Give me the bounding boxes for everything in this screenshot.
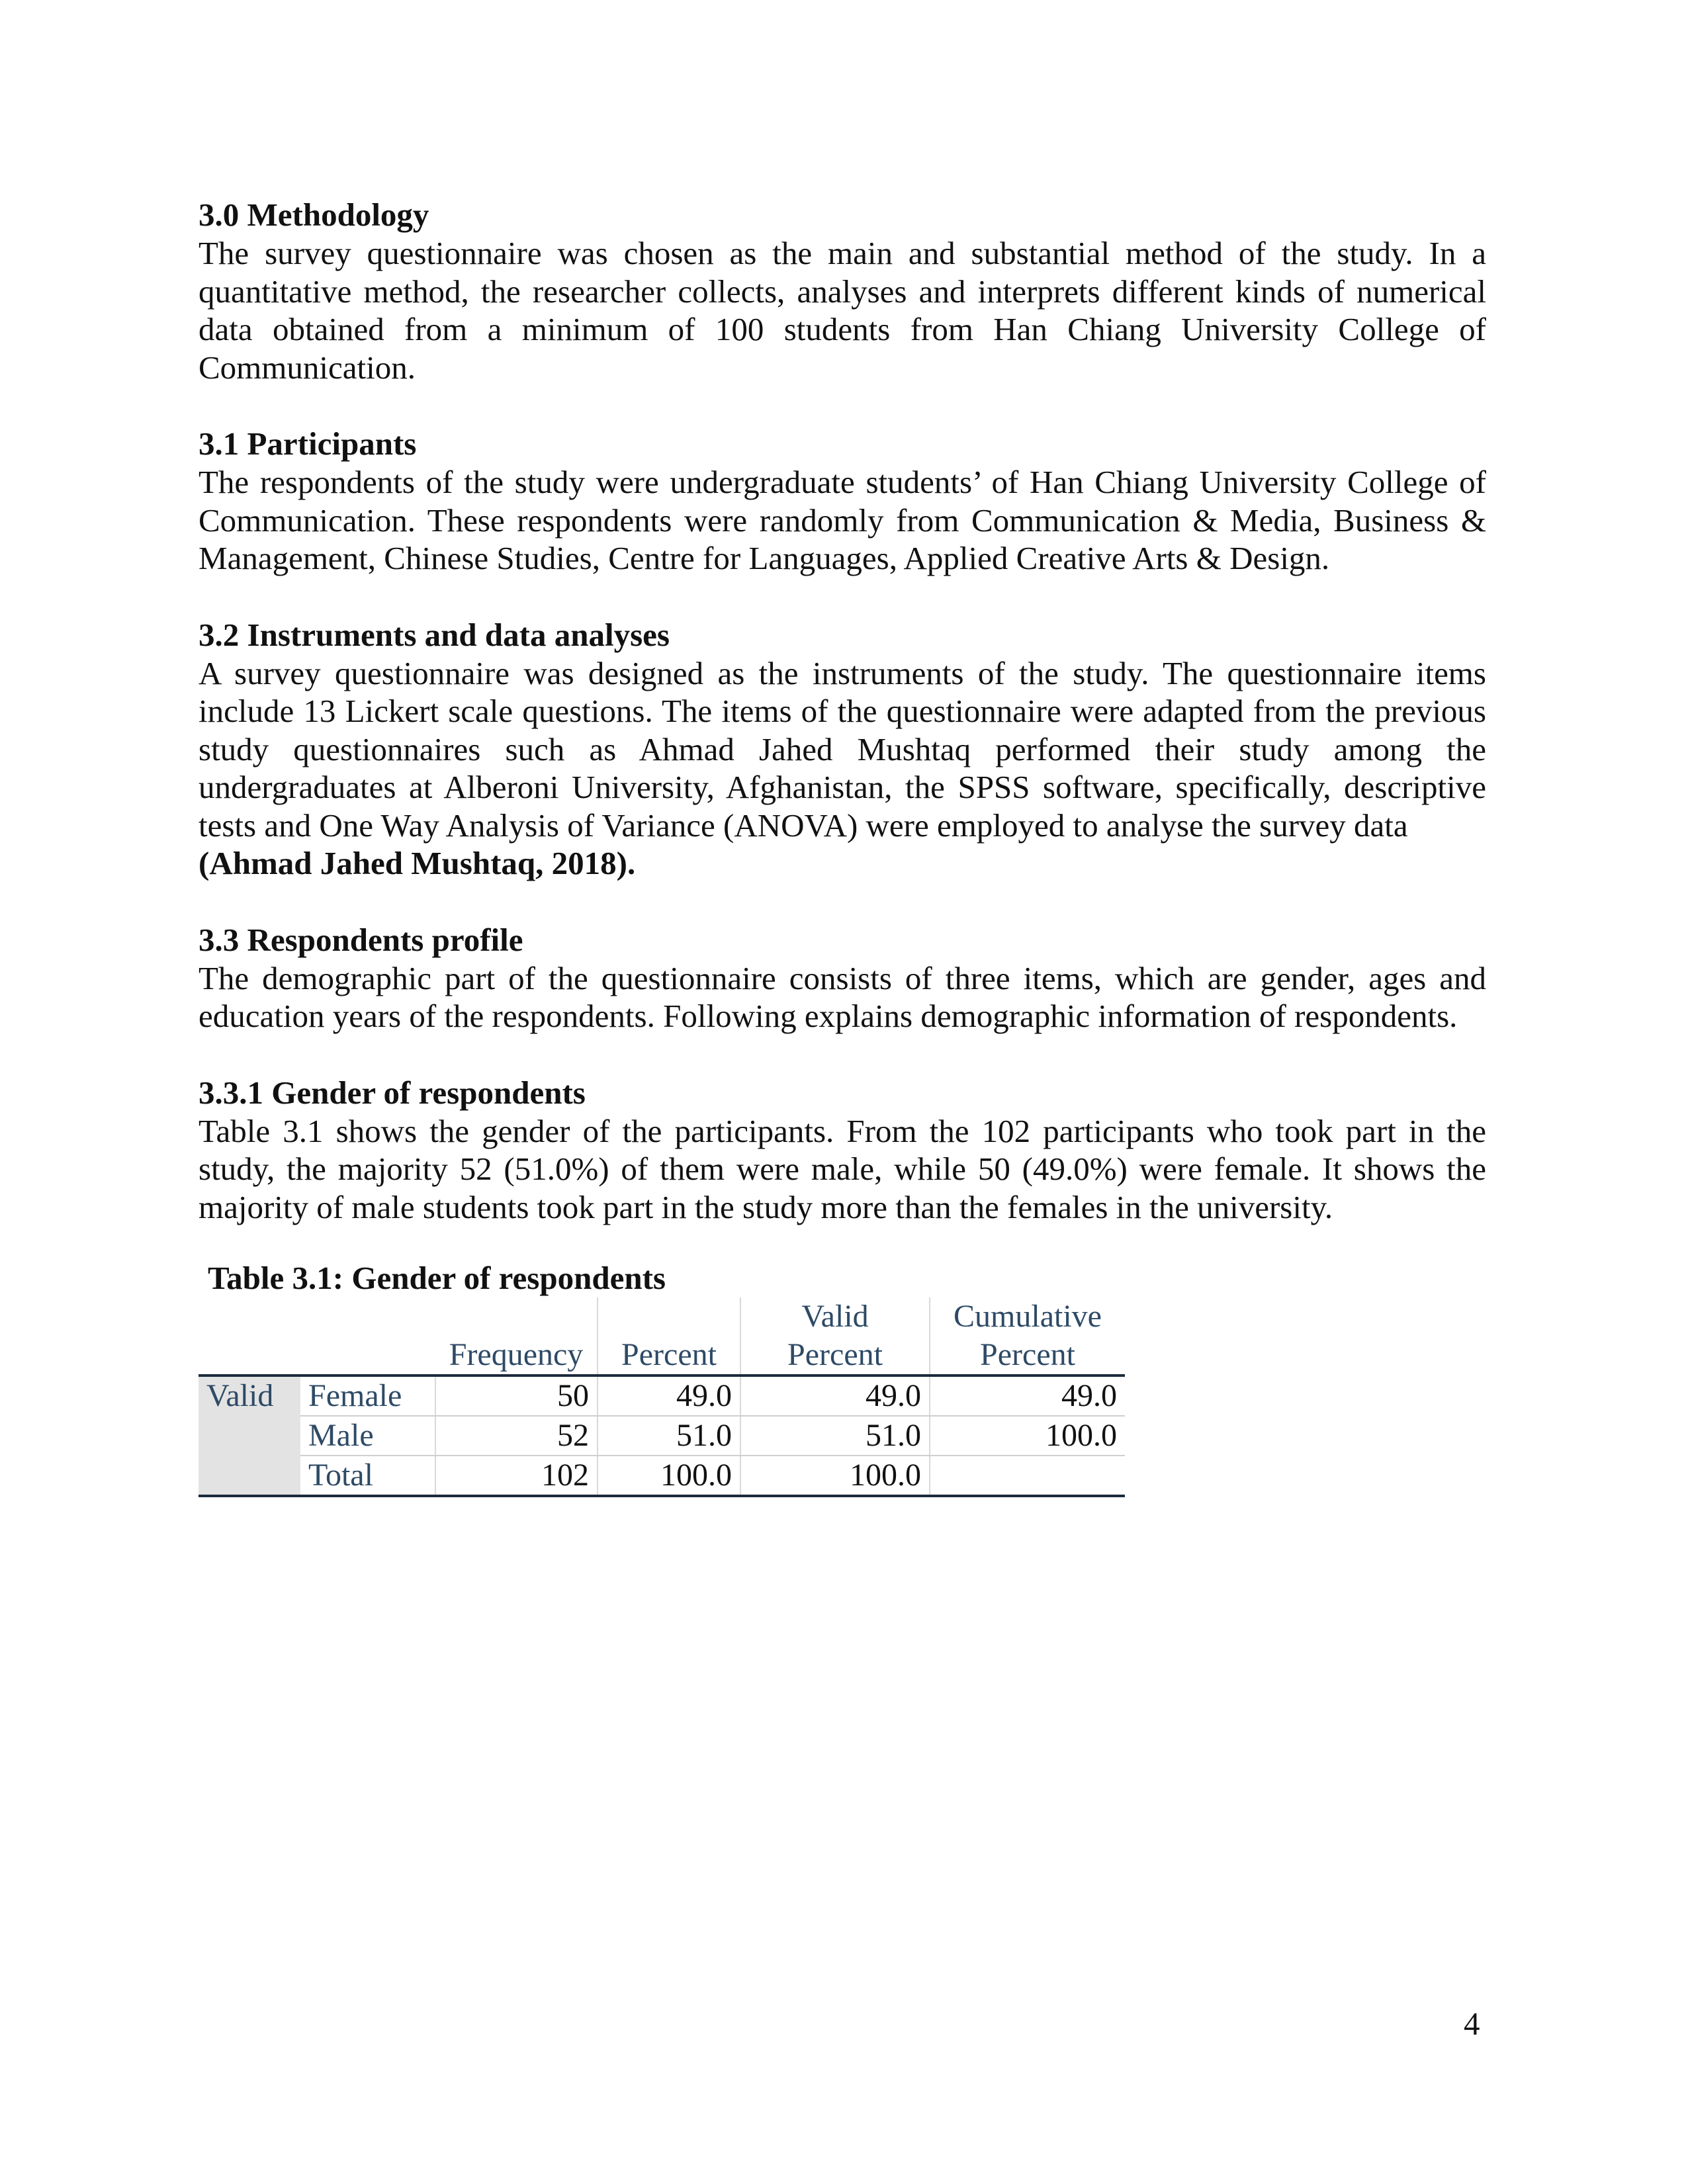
header-blank	[300, 1297, 435, 1376]
group-label: Valid	[199, 1376, 300, 1496]
cell-valid-percent: 51.0	[740, 1416, 930, 1456]
cell-frequency: 102	[435, 1456, 598, 1496]
cell-percent: 51.0	[598, 1416, 740, 1456]
section-gender	[199, 1074, 1486, 1227]
header-text: Cumulative	[954, 1299, 1102, 1334]
header-cumulative-percent	[930, 1297, 1125, 1376]
cell-frequency: 52	[435, 1416, 598, 1456]
table-row	[199, 1416, 1125, 1456]
section-paragraph: Table 3.1 shows the gender of the participants. From the 102 participants who took part in the study, the majority 52 (51.0%) of them were male, while 50 (49.0%) were female. It shows the majority of male students took part in the study more than the females in the university.	[199, 1112, 1486, 1225]
section-methodology	[199, 196, 1486, 386]
page-number: 4	[1464, 2005, 1480, 2042]
section-heading: 3.3.1 Gender of respondents	[199, 1074, 586, 1111]
cell-cumulative-percent: 100.0	[930, 1416, 1125, 1456]
table-row	[199, 1376, 1125, 1416]
cell-percent: 100.0	[598, 1456, 740, 1496]
cell-percent: 49.0	[598, 1376, 740, 1416]
header-text: Percent	[980, 1337, 1075, 1372]
section-heading: 3.1 Participants	[199, 425, 417, 462]
header-blank	[199, 1297, 300, 1376]
citation: (Ahmad Jahed Mushtaq, 2018).	[199, 845, 636, 881]
section-paragraph: The respondents of the study were undergraduate students’ of Han Chiang University College of Communication. These respondents were randomly from Communication & Media, Business & Management, Chinese Studies, Centre for Languages, Applied Creative Arts & Design.	[199, 464, 1486, 576]
cell-valid-percent: 100.0	[740, 1456, 930, 1496]
section-heading: 3.2 Instruments and data analyses	[199, 616, 670, 653]
table-header-row	[199, 1297, 1125, 1376]
section-heading: 3.0 Methodology	[199, 197, 429, 233]
row-label: Total	[300, 1456, 435, 1496]
section-instruments	[199, 616, 1486, 883]
cell-valid-percent: 49.0	[740, 1376, 930, 1416]
header-valid-percent	[740, 1297, 930, 1376]
cell-frequency: 50	[435, 1376, 598, 1416]
header-frequency: Frequency	[435, 1297, 598, 1376]
section-participants	[199, 425, 1486, 578]
header-percent: Percent	[598, 1297, 740, 1376]
section-paragraph: The survey questionnaire was chosen as the main and substantial method of the study. In a quantitative method, the researcher collects, analyses and interprets different kinds of numerical data obtained from a minimum of 100 students from Han Chiang University College of Communication.	[199, 235, 1486, 386]
cell-cumulative-percent: 49.0	[930, 1376, 1125, 1416]
document-page	[199, 196, 1486, 1497]
header-text: Percent	[787, 1337, 883, 1372]
row-label: Male	[300, 1416, 435, 1456]
cell-cumulative-percent	[930, 1456, 1125, 1496]
section-paragraph: The demographic part of the questionnaire consists of three items, which are gender, ages and education years of the respondents. Following explains demographic information of respondents.	[199, 959, 1486, 1034]
gender-table	[199, 1297, 1125, 1497]
section-heading: 3.3 Respondents profile	[199, 921, 523, 958]
table-title: Table 3.1: Gender of respondents	[208, 1260, 666, 1296]
header-text: Valid	[801, 1299, 869, 1334]
table-row	[199, 1456, 1125, 1496]
section-respondents-profile	[199, 921, 1486, 1035]
row-label: Female	[300, 1376, 435, 1416]
section-paragraph	[199, 654, 1486, 883]
paragraph-text: A survey questionnaire was designed as the instruments of the study. The questionnaire items include 13 Lickert scale questions. The items of the questionnaire were adapted from the previous study questionnaires such as Ahmad Jahed Mushtaq performed their study among the undergraduates at Alberoni University, Afghanistan, the SPSS software, specifically, descriptive tests and One Way Analysis of Variance (ANOVA) were employed to analyse the survey data	[199, 654, 1486, 844]
